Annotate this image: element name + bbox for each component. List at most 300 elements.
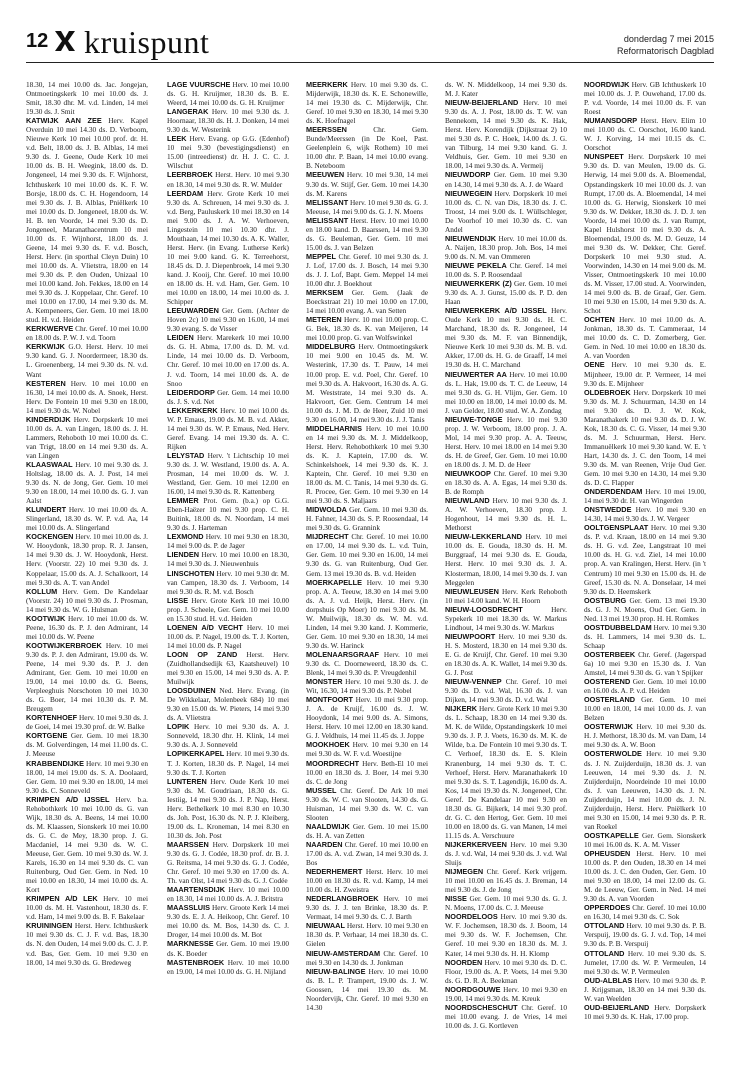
service-times: Herst. Herv. 10 mei 9.30 en 18.30, 14 mei 9.30 ds. R. W. Mulder [167,170,289,189]
service-times: Herv. 10 mei 9.30 ds. J. Hoornaar, 18.30 ds. H. J. Donken, 14 mei 9.30 ds. W. Westerink [167,107,289,135]
listing-entry [167,496,289,532]
town-name: MIDDELBURG [306,342,356,352]
town-name: NIEUW-LOOSDRECHT [445,604,523,614]
town-name: MONTFOORT [306,695,354,705]
service-times: Chr. Geref. De Ark 10 mei 9.30 ds. W. C. van Slooten, 14.30 ds. G. Huisman, 14 mei 9.30 ds. W. C. van Slooten [306,785,428,822]
listing-entry [584,523,706,595]
service-times: Chr. Geref. 10 mei 10.00 en 17.00 ds. A. v.d. Zwan, 14 mei 9.30 ds. J. Bos [306,839,428,868]
listing-entry [26,795,148,895]
town-name: KESTEREN [26,378,66,388]
service-times: Herv. 10 mei 10.00 ds. E. Gouda, 18.30 ds. H. M. Burggraaf, 14 mei 9.30 ds. E. Gouda, Herst. Herv. 10 mei 9.30 ds. J. A. Klosterman, 18.00, 14 mei 9.30 ds. J. van Meggelen [445,532,567,587]
service-times: Chr. Geref. 14 mei 10.00 ds. S. P. Roosendaal [445,260,567,279]
listing-entry [584,116,706,152]
service-times: Ger. Gem. 10 mei 9.30 en 14.30, 14 mei 9.30 ds. A. J. de Waard [445,170,567,189]
town-name: NOORDGOUWE [445,984,501,994]
service-times: Herv. 10 mei 9.30 ds. P. J. Krijgsman, 18.30 en 14 mei 9.30 ds. W. van Weelden [584,975,706,1003]
service-times: Chr. Geref. 10 mei 9.30 en 18.30 ds. A. A. Egas, 14 mei 9.30 ds. B. de Romph [445,469,567,497]
town-name: NIEUWEGEIN [445,188,493,198]
town-name: ONDERDENDAM [584,487,643,497]
town-name: NIEUW-AMSTERDAM [306,948,381,958]
listing-entry [584,388,706,488]
service-times: Ger. Gem. 10 mei 19.00 ds. K. Boeder [167,939,289,958]
listing-entry [445,261,567,279]
service-times: Ger. Gem. 10 mei 18.30 ds. M. Golverdingen, 14 mei 11.00 ds. C. J. Meeuse [26,731,148,759]
town-name: LOOSDUINEN [167,686,216,696]
service-times: Herv. Oude Kerk 10 mei 9.30 ds. M. Goudriaan, 18.30 ds. G. Iestiig, 14 mei 9.30 ds. J. P. Nap, Herst. Herv. Bethelkerk 10 mei 8.30 en 10.30 ds. Joh. Post, 16.30 ds. N. P. J. Kleiberg, 19.00 ds. L. Kroneman, 14 mei 8.30 en 10.30 ds. Joh. Post [167,776,289,840]
service-times: Herv. 10 mei 10.00 en 18.30, 14 mei 10.00 ds. A. J. Britstra [167,885,289,904]
town-name: LEIDEN [167,333,194,343]
listing-entry [584,505,706,523]
listing-entry [306,695,428,740]
service-times: Herst. Herv. 10 mei 10.00 en 18.00 kand. D. Baarssen, 14 mei 9.30 ds. G. Beuleman, Ger. Gem. 10 mei 15.00 ds. J. van Belzen [306,215,428,252]
listing-entry [445,867,567,894]
town-name: NUNSPEET [584,152,624,162]
town-name: NOORDSCHESCHUT [445,1002,518,1012]
service-times: Ger. Gem. 13 mei 19.30 ds. G. J. N. Moens, Oud Ger. Gem. in Ned. 13 mei 19.30 prop. H. H. Romkes [584,595,706,623]
town-name: MARKNESSE [167,939,214,949]
service-times: Chr. Geref. 10 mei 9.30 en 14.30 ds. J. Jonkman [306,948,428,967]
service-times: Herv. 10 mei 9.30 ds. A. J. Sonneveld, 18.30 dhr. H. Klink, 14 mei 9.30 ds. A. J. Sonneveld [167,722,289,750]
service-times: Herv. 10 mei 10.00 en 18.30, 14 mei 9.30 ds. J. Nieuwenhuis [167,550,289,569]
town-name: OOSTERBEEK [584,649,636,659]
town-name: KINDERDIJK [26,414,71,424]
listing-entry [167,939,289,957]
listing-entry [445,496,567,532]
town-name: LEXMOND [167,532,204,542]
service-times: Herv. 10 mei 9.30 ds. J. de Wit, 16.30, 14 mei 9.30 ds. P. Nobel [306,677,428,696]
listing-entry [26,379,148,415]
service-times: Herv. Dorpskerk 10 mei 9.30 ds. M. J. Schuurman, 14.30 en 14 mei 9.30 ds. D. J. W. Kok, Maranathakerk 10 mei 9.30 ds. D. J. W. Kok, 18.30 ds. C. G. Visser, 14 mei 9.30 ds. M. J. Schuurman, Herst. Herv. Immanuëlkerk 10 mei 9.30 kand. W. E. 't Hart, 14.30 ds. J. C. den Toom, 14 mei 9.30 ds. M. van Reenen, Vrije Oud Ger. Gem. 10 mei 9.30 en 14.30, 14 mei 9.30 ds. D. C. Flapper [584,387,706,488]
town-name: NIEUWLAND [445,496,490,506]
town-name: NIEUWE-TONGE [445,414,503,424]
town-name: NIJKERK [445,704,478,714]
town-name: LUNTEREN [167,776,207,786]
town-name: ONSTWEDDE [584,505,632,515]
town-name: MEERKERK [306,80,348,89]
town-name: LIENDEN [167,550,200,560]
service-times: Chr. Geref. 10 mei 10.00 evang. J. de Vries, 14 mei 10.00 ds. J. G. Kortleven [445,1002,567,1030]
service-times: Herv. 10 mei 9.30, 14 mei 9.30 ds. W. Stijf, Ger. Gem. 10 mei 14.30 ds. M. Karens [306,170,428,198]
town-name: OPHEUSDEN [584,848,631,858]
town-name: KRIMPEN A/D LEK [26,894,98,904]
town-name: NEDERHEMERT [306,867,363,877]
town-name: NIEUW-VENNEP [445,677,502,687]
listing-entry [26,731,148,758]
service-times: Herv. 10 mei 9.30 prop. J. W. Verboom, 18.00 prop. J. A. Mol, 14 mei 9.30 prop. A. A. Teeuw, Herst. Herv. 10 mei 18.00 en 14 mei 9.30 ds. H. de Greef, Ger. Gem. 10 mei 10.00 en 18.00 ds. J. M. D. de Heer [445,414,567,469]
town-name: MIDWOLDA [306,505,347,515]
town-name: MOOKHOEK [306,740,350,750]
service-times: Herv. 10 mei 10.00 en 14 mei 9.30 ds. M. J. Middelkoop, Herst. Herv. Rehobothkerk 10 mei 9.30 ds. K. J. Kaptein, 17.00 ds. W. Schinkelshoek, 14 mei 9.30 ds. K. J. Kaptein, Chr. Geref. 10 mei 9.30 en 18.00 ds. M. C. Tanis, 14 mei 9.30 ds. G. R. Procee, Ger. Gem. 10 mei 9.30 en 14 mei 9.30 ds. S. Maljaars [306,423,428,506]
town-name: NIEUW-BEIJERLAND [445,98,519,108]
service-times: Herv. 10 mei 9.30 ds. W. F. Jochemsen, 18.30 ds. J. Boom, 14 mei 9.30 ds. W. F. Jochemsen, Chr. Geref. 10 mei 9.30 en 18.30 ds. M. J. Kater, 14 mei 9.30 ds. H. H. Klomp [445,912,567,958]
listing-entry [167,885,289,903]
listing-entry [584,360,706,387]
listing-entry [167,80,289,107]
listing-entry [584,722,706,749]
service-times: Herv. 10 mei 9.30 ds. J. v.d. Wal, 14 mei 9.30 ds. J. v.d. Wal Sluijs [445,839,567,868]
service-times: Herv. 10 mei 9.30 en 14 mei 9.30 ds. W. F. v.d. Woestijne [306,740,428,759]
town-name: MIJDRECHT [306,532,349,542]
listing-entry [584,677,706,695]
service-times: Herv. Kerk Rehoboth 10 mei 14.00 kand. W. H. Hoorn [445,586,567,605]
listing-entry [306,740,428,758]
listing-entry [167,451,289,496]
service-times: Herv. 10 mei 9.30 ds. P. v.d. Kraan, 18.00 en 14 mei 9.30 ds. H. G. v.d. Zee, Langstraat 10 mei 10.00 ds. H. G. v.d. Ziel, 14 mei 10.00 prop. A. van Kralingen, Herst. Herv. (in 't Centrum) 10 mei 9.30 en 15.00 ds. H. de Greef, 15.30 ds. N. A. Donselaar, 14 mei 9.30 ds. D. Heemskerk [584,523,706,596]
section-title: kruispunt [84,24,210,60]
town-name: LELYSTAD [167,450,205,460]
town-name: NUMANSDORP [584,116,638,126]
listing-entry [306,532,428,577]
service-times: Herv. Dorpskerk 10 mei 9.30 ds. G. J. Codée, 18.30 prof. dr. B. J. G. Reitsma, 14 mei 9.30 ds. G. J. Codée, Chr. Geref. 10 mei 9.30 en 17.00 ds. A. Th. van Olst, 14 mei 9.30 ds. G. J. Codée [167,839,289,886]
service-times: Herv. 10 mei 10.00 ds. L. Hak, 19.00 ds. T. C. de Leeuw, 14 mei 9.30 ds. G. H. Vlijm, Ger. Gem. 10 mei 10.00 en 18.00, 14 mei 10.00 ds. M. J. van Gelder, 18.00 stud. W. A. Zondag [445,369,567,415]
listing-entry [584,921,706,948]
town-name: MONSTER [306,677,343,687]
listing-entry [445,1003,567,1030]
listing-entry [167,686,289,722]
town-name: LANGERAK [167,107,209,117]
listing-entry [26,415,148,460]
service-times: Herv. Gem. De Kandelaar (Voorstr. 24) 10 mei 9.30 ds. J. Prosman, 14 mei 9.30 ds. W. G. Hulsman [26,586,148,614]
listing-entry [306,578,428,650]
service-times: Ger. Gem. (Achter de Hoven 2c) 10 mei 9.30 en 16.00, 14 mei 9.30 evang. S. de Visser [167,306,289,334]
listing-entry [584,623,706,650]
service-times: Herv. 10 mei 10.00 ds. A. Slingerland, 18.30 ds. W. P. v.d. Aa, 14 mei 10.00 ds. A. Slingerland [26,505,148,533]
listing-entry [26,713,148,731]
town-name: NIEUWPOORT [445,631,496,641]
listing-entry [306,822,428,840]
service-times: Chr. Geref. (Jagerspad 6a) 10 mei 9.30 en 15.30 ds. J. Van Amstel, 14 mei 9.30 ds. G. van 't Spijker [584,649,706,678]
service-times: 18.30, 14 mei 10.00 ds. Jac. Jongejan, Ontmoetingskerk 10 mei 10.00 ds. J. Smit, 18.30 dhr. M. v.d. Linden, 14 mei 19.30 ds. J. Smit [26,80,148,117]
service-times: Herv. 10 mei 9.30 en 19.00, 14 mei 9.30 ds. M. Kreuk [445,984,567,1003]
listing-entry [167,388,289,406]
town-name: NIEUWDORP [445,170,491,180]
listing-entry [445,532,567,586]
listing-entry [584,315,706,360]
listing-column-4 [445,80,567,1058]
listing-entry [167,777,289,840]
town-name: MEPPEL [306,251,337,261]
service-times: Herv. 10 mei 9.30 ds. P. B. Verspuij, 19.00 ds. G. J. v.d. Top, 14 mei 9.30 ds. P. B. Verspuij [584,921,706,949]
town-name: NIEUWAAL [306,921,345,931]
service-times: Chr. Geref. Kerk vrijgem. 10 mei 10.00 en 16.45 ds. J. Breman, 14 mei 9.30 ds. J. de Jong [445,867,567,895]
listing-entry [584,903,706,921]
town-name: KLUNDERT [26,505,67,515]
service-times: Chr. Geref. 10 mei 10.00 en 18.00 ds. P. W. J. v.d. Toorn [26,324,148,343]
listing-entry [306,759,428,786]
listing-entry [445,306,567,369]
town-name: LEMMER [167,496,199,506]
listing-entry [306,949,428,967]
town-name: MAASSLUIS [167,903,210,913]
listing-entry [445,469,567,496]
service-times: Herv. 10 mei 9.30 ds. J. Holtslag, 18.00 ds. A. J. Post, 14 mei 9.30 ds. N. de Jong, Ger. Gem. 10 mei 9.30 en 18.00, 14 mei 10.00 ds. G. J. van Aalst [26,459,148,506]
service-times: Herv. GB Ichthuskerk 10 mei 10.00 ds. J. P. Ouwehand, 17.00 ds. P. v.d. Voorde, 14 mei 10.00 ds. F. van Roest [584,80,706,117]
listing-entry [26,641,148,713]
town-name: OOSTERWIJK [584,722,633,732]
service-times: Herv. 10 mei 9.30 ds. D. C. Floor, 19.00 ds. A. P. Voets, 14 mei 9.30 ds. G. D. R. A. Beekman [445,957,567,985]
town-name: LEERDAM [167,188,204,198]
town-name: MOLENAARSGRAAF [306,649,379,659]
service-times: Herv. Groote Kerk 14 mei 9.30 ds. E. J. A. Heikoop, Chr. Geref. 10 mei 10.00 ds. M. Bos, 14.30 ds. C. J. Droger, 14 mei 10.00 ds. M. Bot [167,903,289,940]
listing-entry [584,831,706,849]
service-times: Herv. 10 mei 10.00 ds. G. H. Kruijmer, 18.30 ds. B. E. Weerd, 14 mei 10.00 ds. G. H. Kruijmer [167,80,289,108]
listing-entry [26,505,148,532]
listing-entry [26,116,148,324]
service-times: Chr. Gem. Bunde/Meerssen (in De Koel, Past. Geelenplein 6, wijk Rothem) 10 mei 10.00 dhr. P. Baan, 14 mei 10.00 evang. B. Neteboom [306,125,428,171]
town-name: NIEUWERKERK A/D IJSSEL [445,306,547,316]
town-name: NAALDWIJK [306,821,350,831]
listing-entry [306,921,428,948]
town-name: NIJMEGEN [445,867,484,877]
service-times: Ger. Gem. 10 mei 15.00 ds. H. A. van Zetten [306,821,428,840]
listing-entry [445,894,567,912]
service-times: Herv. 10 mei 10.00 en 19.00, 14 mei 10.00 ds. G. H. Nijland [167,957,289,976]
town-name: NAARDEN [306,839,343,849]
listing-entry [306,125,428,170]
town-name: OPPERDOES [584,903,631,913]
town-name: NIJKERKERVEEN [445,839,507,849]
page-header [0,0,738,62]
listing-entry [445,632,567,677]
listing-entry [167,623,289,650]
listing-entry [167,532,289,550]
service-times: Ger. Gem. 10 mei 9.30 ds. G. J. N. Moens, 17.00 ds. C. J. Meeuse [445,894,567,913]
town-name: OTTOLAND [584,921,625,931]
listing-entry [167,170,289,188]
service-times: Herv. Dorpskerk 10 mei 9.30 ds. K. Hak, 17.00 prop. [584,1002,706,1021]
listing-entry [584,849,706,903]
listing-entry [306,840,428,867]
service-times: Herv. Marekerk 10 mei 10.00 ds. G. H. Abma, 17.00 ds. D. M. v.d. Linde, 14 mei 10.00 ds. D. Verboom, Chr. Geref. 10 mei 10.00 en 17.00 ds. A. J. v.d. Toorn, 14 mei 10.00 ds. A. de Snoo [167,333,289,388]
service-times: Herv. 10 mei 9.30 prop. A. A. Teeuw, 18.30 en 14 mei 9.00 ds. A. J. v.d. Heijk, Herst. Herv. (in dorpshuis Op Moer) 10 mei 9.30 ds. M. W. Muilwijk, 18.30 ds. W. M. v.d. Linden, 14 mei 9.30 kand. J. Kommerie, Ger. Gem. 10 mei 9.30 en 18.30, 14 mei 9.30 ds. W. Harinck [306,577,428,650]
town-name: KOLLUM [26,586,58,596]
listing-entry [26,614,148,641]
listing-entry [584,650,706,677]
listing-entry [584,596,706,623]
listing-entry [445,958,567,985]
town-name: LINSCHOTEN [167,568,215,578]
service-times: Herv. 10 mei 9.30 ds. J. N. Zuijderduijn, 18.30 ds. J. van Leeuwen, 14 mei 9.30 ds. J. N. Zuijderduijn, Noordeinde 10 mei 10.00 ds. J. van Leeuwen, 14.30 ds. J. N. Zuijderduijn, 14 mei 10.00 ds. J. N. Zuijderduijn, Herst. Herv. Pniëlkerk 10 mei 9.30 en 15.00, 14 mei 9.30 ds. P. R. van Roekel [584,749,706,831]
listing-entry [445,587,567,605]
service-times: Herv. Evang. op G.G. (Edenhof) 10 mei 9.30 (bevestigingsdienst) en 15.00 (intreedienst) dr. H. J. C. C. J. Wilschut [167,134,289,171]
listing-entry [306,288,428,315]
town-name: OOSTERWOLDE [584,749,642,759]
town-name: KORTENHOEF [26,713,78,723]
listing-entry [167,569,289,596]
service-times: Chr. Geref. 10 mei 9.30 ds. J. J. Lof, 17.00 ds. J. Bosch, 14 mei 9.30 ds. J. J. Lof, Bapt. Gem. Meppel 14 mei 10.00 dhr. J. Boekhout [306,251,428,289]
listing-entry [306,505,428,532]
town-name: KATWIJK AAN ZEE [26,116,102,126]
service-times: Herv. 10 mei 10.00 ds. A. Jonkman, 18.30 ds. T. Cammeraat, 14 mei 10.00 ds. C. D. Zomerberg, Ger. Gem. in Ned. 10 mei 10.00 en 18.30 ds. A. van Voorden [584,315,706,361]
listing-entry [167,134,289,170]
service-times: Herv. 10 mei 9.30 ds. T. J. Korten, 18.30 ds. P. Nagel, 14 mei 9.30 ds. T. J. Korten [167,749,289,777]
listing-entry [306,80,428,125]
town-name: LOPIKERKAPEL [167,749,225,759]
service-times: Herv. 10 mei 9.30 en 14.30, 14 mei 9.30 ds. J. W. Vergeer [584,505,706,524]
town-name: NIEUWENDIJK [445,233,497,243]
service-times: Herv. 10 mei 9.30 ds. H. Lammers, 14 mei 9.30 ds. L. Schaap [584,622,706,650]
town-name: MOORDRECHT [306,758,360,768]
listing-entry [167,749,289,776]
service-times: G.O. Herst. Herv. 10 mei 9.30 kand. G. J. Noordermeer, 18.30 ds. L. Groenenberg, 14 mei 9.30 ds. N. v.d. Want [26,342,148,379]
service-times: Herv. 10 mei 10.00 ds. W. P. Emaus, 19.00 ds. M. B. v.d. Akker, 14 mei 9.30 ds. W. P. Emaus, Ned. Herv. Geref. Evang. 14 mei 19.30 ds. A. C. Rijken [167,405,289,451]
listing-entry [445,415,567,469]
town-name: OCHTEN [584,315,615,325]
listing-entry [445,189,567,234]
listing-entry [584,695,706,722]
town-name: KOCKENGEN [26,532,74,542]
service-times: Herst. Herv. Elim 10 mei 10.00 ds. C. Oorschot, 16.00 kand. W. J. Korving, 14 mei 10.15 ds. C. Oorschot [584,116,706,153]
town-name: NEDERLANGBROEK [306,894,379,904]
town-name: KERKWERVE [26,324,74,334]
listing-entry [26,80,148,116]
service-times: Herv. Kapel Overduin 10 mei 14.30 ds. D. Verboom, Nieuwe Kerk 10 mei 10.00 prof. dr. H. v.d. Belt, 18.00 ds. J. B. Alblas, 14 mei 9.30 ds. J. Geene, Oude Kerk 10 mei 10.00 ds. B. H. Weegink, 18.00 ds. D. Jongeneel, 14 mei 9.30 ds. F. Wijnhorst, Ichthuskerk 10 mei 10.00 ds. K. F. W. Borsje, 18.00 ds. C. H. Hogendoorn, 14 mei 9.30 ds. J. B. Alblas, Pniëlkerk 10 mei 10.00 ds. D. Jongeneel, 18.00 ds. W. H. B. ten Voorde, 14 mei 9.30 ds. D. Jongeneel, Maranathacentrum 10 mei 10.00 ds. F. Wijnhorst, 18.00 ds. J. Geene, 14 mei 9.30 ds. F. v.d. Bosch, Herst. Herv. (in sporthal Cleyn Duin) 10 mei 10.00 ds. A. Vlietstra, 18.00 en 14 mei 9.30 ds. P. den Ouden, Unizaal 10 mei 10.00 kand. Joh. Fekkes, 18.00 en 14 mei 9.30 ds. J. Koppelaar, Chr. Geref. 10 mei 10.00 en 17.00, 14 mei 9.30 ds. M. A. Kempeneers, Ger. Gem. 10 mei 18.00 stud. H. v.d. Heiden [26,116,148,325]
listing-entry [584,80,706,116]
service-times: Herv. Beth-El 10 mei 10.00 en 18.30 ds. J. Boer, 14 mei 9.30 ds. C. de Jong [306,758,428,786]
listing-entry [584,487,706,505]
town-name: LOON OP ZAND [167,649,238,659]
listing-entry [306,677,428,695]
town-name: MEERSSEN [306,125,347,135]
service-times: Herv. 10 mei 9.30 ds. P. J. den Admirant, 19.00 ds. W. Peene, 14 mei 9.30 ds. P. J. den Admirant, Ger. Gem. 10 mei 10.00 en 19.00, 14 mei 10.00 ds. G. Beens, Verpleeghuis Norschoten 10 mei 10.30 ds. G. Boer, 14 mei 10.30 ds. P. M. Breugem [26,640,148,714]
town-name: KOOTWIJK [26,613,66,623]
town-name: OUD-BEIJERLAND [584,1002,650,1012]
page-number: 12 [26,30,49,52]
listing-entry [584,152,706,315]
town-name: OOSTKAPELLE [584,830,639,840]
service-times: Herv. 10 mei 9.30 ds. G. J. Meeuse, 14 mei 9.00 ds. G. J. N. Moens [306,197,428,216]
listing-entry [167,722,289,749]
town-name: NIEUW-LEKKERLAND [445,532,522,542]
town-name: KRIMPEN A/D IJSSEL [26,794,110,804]
header-rule [26,62,714,63]
listing-entry [445,912,567,957]
town-name: OOLTGENSPLAAT [584,523,649,533]
service-times: Herv. 10 mei 9.30 ds. S. Jumelet, 17.00 ds. W. P. Vermeulen, 14 mei 9.30 ds. W. P. Vermeulen [584,948,706,976]
listing-entry [584,976,706,1003]
listing-entry [445,840,567,867]
listing-entry [445,98,567,170]
town-name: MEEUWEN [306,170,345,180]
listing-entry [445,605,567,632]
service-times: Herv. Grote Kerk 10 mei 9.30 ds. A. Schreuen, 14 mei 9.30 ds. J. v.d. Berg, Pauluskerk 10 mei 18.30 en 14 mei 9.00 ds. J. A. W. Verhoeven, Lingestein 10 mei 10.30 dhr. J. Mouthaan, 14 mei 10.30 ds. A. K. Waller, Herst. Herv. (in Evang. Lutherse Kerk) 10 mei 9.00 kand. G. K. Terreehorst, 18.45 ds. D. J. Diepenbroek, 14 mei 9.30 kand. J. Kooij, Chr. Geref. 10 mei 10.00 en 18.00 ds. H. v.d. Ham, Ger. Gem. 10 mei 10.00 en 18.00, 14 mei 10.00 ds. J. Schipper [167,188,289,307]
listing-entry [445,985,567,1003]
service-times: Ger. Gem. 14 mei 10.00 ds. J. S. v.d. Net [167,387,289,406]
service-times: Chr. Geref. 10 mei 9.30 ds. D. v.d. Wal, 16.30 ds. J. van Dijken, 14 mei 9.30 ds. D. v.d. Wal [445,677,567,705]
listing-entry [445,677,567,704]
service-times: Ger. Gem. 10 mei 9.30 ds. H. Fahner, 14.30 ds. S. P. Roosendaal, 14 mei 9.30 ds. G. Grannink [306,505,428,533]
listing-column-3 [306,80,428,1058]
service-times: Herv. 10 mei 9.30 ds. A. J. Post, 18.00 ds. T. W. van Bennekom, 14 mei 9.30 ds. K. Hak, Herst. Herv. Korendijk (Dijkstraat 2) 10 mei 9.30 ds. P. C. Hoek, 14.00 ds. J. G. van Tilburg, 14 mei 9.30 kand. G. J. Veldhuis, Ger. Gem. 10 mei 9.30 en 18.00, 14 mei 9.30 ds. A. Vermeij [445,98,567,171]
town-name: MUSSEL [306,785,337,795]
service-times: Herv. 10 mei 10.00 ds. A. Naijen, 18.30 prop. Joh. Bos, 14 mei 9.00 ds. N. M. van Ommeren [445,233,567,261]
town-name: KERKWIJK [26,342,65,352]
service-times: Herv. Grote Kerk 10 mei 9.30 ds. L. Schaap, 18.30 en 14 mei 9.30 ds. M. K. de Wilde, Opstandingskerk 10 mei 9.30 ds. J. P. J. Voets, 16.30 ds. M. K. de Wilde, b.a. De Fontein 10 mei 9.30 ds. T. C. Verhoef, 18.30 ds. E. S. Klein Kranenburg, 14 mei 9.30 ds. T. C. Verhoef, Herst. Herv. Maranathakerk 10 mei 9.30 ds. S. T. Lagendijk, 16.00 ds. A. Kos, 14 mei 19.30 ds. N. Jongeneel, Chr. Geref. De Kandelaar 10 mei 9.30 en 18.30 ds. G. Bijkerk, 14 mei 9.30 prof. dr. G. C. den Hertog, Ger. Gem. 10 mei 10.00 en 18.00 ds. G. van Manen, 14 mei 11.15 ds. A. Verschuure [445,704,567,840]
service-times: Herv. 10 mei 10.00 ds. W. Peene, 16.30 ds. P. J. den Admirant, 14 mei 10.00 ds. W. Peene [26,613,148,641]
service-times: Herv. 10 mei 9.30 ds. C. Doorneweerd, 18.30 ds. C. Blenk, 14 mei 9.30 ds. P. Vreugdenhil [306,649,428,678]
town-name: OOSTERLAND [584,695,636,705]
service-times: Herst. Herv. Ichthuskerk 10 mei 9.30 ds. C. J. F. v.d. Bas, 18.30 ds. N. den Ouden, 14 mei 9.00 ds. C. J. P. v.d. Bas, Ger. Gem. 10 mei 9.30 en 18.00, 14 mei 9.30 ds. G. Bredeweg [26,921,148,967]
service-times: Herst. Herv. 10 mei 9.30 en 18.30 ds. P. Verhaar, 14 mei 18.30 ds. C. Gielen [306,921,428,949]
service-times: Ger. Gem. 10 mei 10.00 en 16.00 ds. A. P. v.d. Heiden [584,677,706,696]
town-name: LEEK [167,134,187,144]
listing-entry [306,170,428,197]
listing-entry [306,650,428,677]
service-times: Herv. 10 mei 9.30 en 18.00, 14 mei 19.00 ds. S. A. Doolaard, Ger. Gem. 10 mei 9.30 en 18.00, 14 mei 9.30 ds. C. Sonneveld [26,758,148,795]
town-name: NIEUWERTER AA [445,369,507,379]
service-times: Ger. Gem. 10 mei 9.30 ds. A. J. Gunst, 15.00 ds. P. D. den Haan [445,279,567,307]
service-times: Ger. Gem. 10 mei 10.00 en 18.00, 14 mei 10.00 ds. J. van Belzen [584,695,706,723]
town-name: LEIDERDORP [167,387,215,397]
listing-entry [26,921,148,966]
town-name: OUD-ALBLAS [584,975,633,985]
listing-entry [167,107,289,134]
service-times: Herv. 10 mei 9.30 ds. H. J. Methorst, 18.30 ds. M. van Dam, 14 mei 9.30 ds. A. W. Boon [584,722,706,750]
listing-entry [306,216,428,252]
town-name: NIEUWERKERK (Z) [445,279,512,289]
town-name: LAGE VUURSCHE [167,80,231,89]
town-name: OOSTBURG [584,595,627,605]
service-times: Herst. Herv. 10 mei 10.00 ds. P. den Ouden, 18.30 en 14 mei 10.00 ds. J. C. den Ouden, Ger. Gem. 10 mei 9.30 en 18.00, 14 mei 12.00 ds. G. M. de Leeuw, Ger. Gem. in Ned. 14 mei 9.30 ds. A. van Voorden [584,848,706,904]
town-name: LOPIK [167,722,190,732]
town-name: NIEUWLEUSEN [445,586,499,596]
town-name: MASTENBROEK [167,957,225,967]
town-name: MERKSEM [306,288,344,298]
service-times: Herv. 't Lichtschip 10 mei 9.30 ds. J. W. Westland, 19.00 ds. A. A. Prosman, 14 mei 10.00 ds. W. J. Westland, Ger. Gem. 10 mei 12.00 en 16.00, 14 mei 9.30 ds. R. Kattenberg [167,450,289,497]
listing-entry [584,749,706,830]
service-times: Herv. 10 mei 10.00 prop. C. G. Bek, 18.30 ds. K. van Meijeren, 14 mei 10.00 prop. G. van Wolfswinkel [306,315,428,343]
town-name: KOOTWIJKERBROEK [26,640,102,650]
service-times: Herv. 10 mei 9.30 ds. E. Mijnheer, 19.00 dr. P. Vermeer, 14 mei 9.30 ds. E. Mijnheer [584,360,706,388]
listing-entry [26,532,148,586]
listing-entry [306,894,428,921]
listing-entry [306,252,428,288]
listing-entry [167,406,289,451]
service-times: Herv. Ontmoetingskerk 10 mei 9.00 en 10.45 ds. M. W. Westerink, 17.30 ds. T. Pauw, 14 mei 10.00 prop. E. v.d. Poel, Chr. Geref. 10 mei 9.30 ds. A. Hakvoort, 16.30 ds. A. G. M. Weststrate, 14 mei 9.30 ds. A. Hakvoort, Ger. Gem. Centrum 14 mei 10.00 ds. J. M. D. de Heer, Zuid 10 mei 9.30 en 16.00, 14 mei 9.30 ds. J. J. Tanis [306,342,428,424]
service-times: Herv. 10 mei 9.30 ds. J. de Goei, 14 mei 19.30 prof. dr. W. Balke [26,713,148,732]
listing-entry [26,759,148,795]
service-times: Herv. 10 mei 9.30 ds. J. J. ten Brinke, 18.30 ds. P. Vermaat, 14 mei 9.30 ds. C. J. Barth [306,894,428,922]
issue-date: donderdag 7 mei 2015 [623,34,714,44]
listing-entry [584,949,706,976]
town-name: OTTOLAND [584,948,625,958]
town-name: MELISSANT [306,215,349,225]
listing-entry [445,170,567,188]
town-name: LEEUWARDEN [167,306,219,316]
town-name: OENE [584,360,605,370]
town-name: METEREN [306,315,342,325]
service-times: Herv. 10 mei 10.00 ds. J. W. Hooydonk, 18.30 prop. R. J. Jansen, 14 mei 9.30 ds. J. W. Hooydonk, Herst. Herv. (Voorstr. 22) 10 mei 9.30 ds. J. Koppelaar, 15.00 ds. A. J. Schalkoort, 14 mei 9.30 ds. A. T. van Andel [26,532,148,587]
service-times: Ger. Gem. (Jaak de Boeckstraat 21) 10 mei 10.00 en 17.00, 14 mei 10.00 evang. A. van Setten [306,288,428,316]
town-name: NOORDELOOS [445,912,498,922]
town-name: LISSE [167,595,189,605]
service-times: Chr. Geref. 10 mei 10.00 en 16.30, 14 mei 9.30 ds. C. Sok [584,903,706,922]
listing-entry [306,198,428,216]
service-times: Herv. 10 mei 9.30 en 18.30, 14 mei 9.00 ds. P. de Jager [167,532,289,551]
town-name: OLDEBROEK [584,387,631,397]
listing-entry [167,840,289,885]
town-name: LOENEN A/D VECHT [167,622,243,632]
dateline [617,33,714,57]
listing-entry [306,786,428,822]
listing-entry [26,894,148,921]
listing-entry [167,903,289,939]
service-times: Herv. b.a. Rehobothkerk 10 mei 10.00 ds. G. van Wijk, 18.30 ds. A. Beens, 14 mei 10.00 ds. M. Klaassen, Sionskerk 10 mei 10.00 ds. G. C. de Mey, 18.30 prop. J. G. Macdaniel, 14 mei 9.30 ds. W. C. Meeuse, Ger. Gem. 10 mei 9.30 ds. W. J. Karels, 16.30 en 14 mei 9.30 ds. C. van Ruitenburg, Oud Ger. Gem. in Ned. 10 mei 10.00 en 18.30, 14 mei 10.00 ds. A. Kort [26,794,148,895]
listing-entry [306,315,428,342]
listing-column-1 [26,80,148,1058]
town-name: LEERBROEK [167,170,213,180]
service-times: Herv. Grote Kerk 10 mei 10.00 prop. J. Scheele, Ger. Gem. 10 mei 10.00 en 15.30 stud. H. v.d. Heiden [167,595,289,623]
